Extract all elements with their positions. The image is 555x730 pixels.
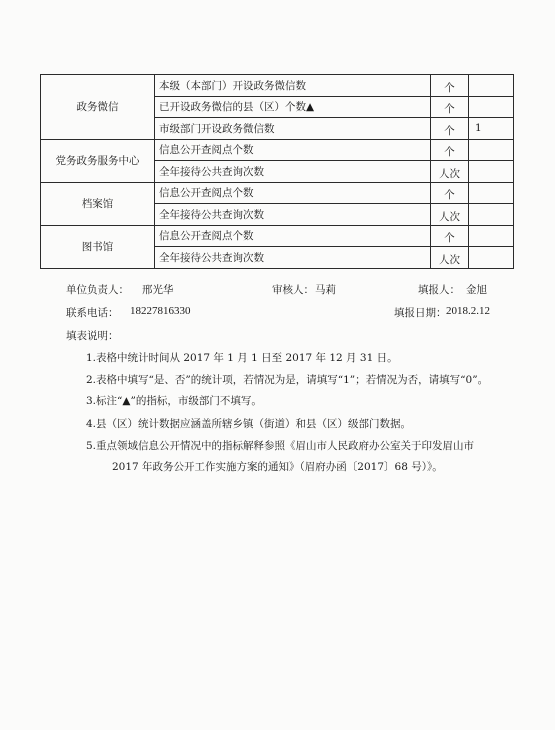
filler-label: 填报人：	[418, 284, 460, 296]
reviewer-label: 审核人：	[272, 284, 314, 296]
value-cell	[469, 161, 514, 183]
indicator-cell: 信息公开查阅点个数	[155, 182, 431, 204]
value-cell	[469, 75, 514, 97]
indicator-cell: 全年接待公共查询次数	[155, 204, 431, 226]
unit-cell: 个	[431, 182, 469, 204]
statistics-table	[40, 74, 514, 269]
unit-head-label: 单位负责人：	[66, 284, 129, 296]
value-cell	[469, 139, 514, 161]
date-value: 2018.2.12	[446, 305, 490, 317]
notes-title: 填表说明：	[66, 330, 119, 342]
note-item-2: 2.表格中填写“是、否”的统计项，若情况为是，请填写“1”；若情况为否，请填写“0”。	[86, 374, 489, 386]
note-item-3: 3.标注“▲”的指标，市级部门不填写。	[86, 395, 262, 407]
value-cell	[469, 204, 514, 226]
unit-cell: 个	[431, 75, 469, 97]
value-cell	[469, 247, 514, 269]
date-label: 填报日期：	[394, 307, 447, 319]
value-cell	[469, 225, 514, 247]
unit-cell: 个	[431, 225, 469, 247]
unit-cell: 个	[431, 118, 469, 140]
phone-label: 联系电话：	[66, 307, 119, 319]
indicator-cell: 信息公开查阅点个数	[155, 225, 431, 247]
table-row	[41, 139, 514, 161]
note-item-1: 1.表格中统计时间从 2017 年 1 月 1 日至 2017 年 12 月 31 日。	[86, 352, 398, 364]
indicator-cell: 信息公开查阅点个数	[155, 139, 431, 161]
unit-cell: 人次	[431, 204, 469, 226]
indicator-cell: 本级（本部门）开设政务微信数	[155, 75, 431, 97]
category-cell: 档案馆	[41, 182, 155, 225]
value-cell	[469, 96, 514, 118]
note-item-5-continued: 2017 年政务公开工作实施方案的通知》（眉府办函〔2017〕68 号）》。	[112, 461, 443, 473]
phone-number: 18227816330	[130, 305, 191, 317]
unit-head-name: 邢光华	[142, 284, 174, 296]
note-item-5: 5.重点领域信息公开情况中的指标解释参照《眉山市人民政府办公室关于印发眉山市	[86, 440, 475, 452]
unit-cell: 人次	[431, 161, 469, 183]
unit-cell: 个	[431, 96, 469, 118]
reviewer-name: 马莉	[315, 284, 336, 296]
table-row	[41, 75, 514, 97]
value-cell: 1	[469, 118, 514, 140]
unit-cell: 个	[431, 139, 469, 161]
indicator-cell: 市级部门开设政务微信数	[155, 118, 431, 140]
category-cell: 政务微信	[41, 75, 155, 140]
filler-name: 金旭	[466, 284, 487, 296]
indicator-cell: 已开设政务微信的县（区）个数▲	[155, 96, 431, 118]
value-cell	[469, 182, 514, 204]
table-row	[41, 182, 514, 204]
indicator-cell: 全年接待公共查询次数	[155, 161, 431, 183]
table-row	[41, 225, 514, 247]
indicator-cell: 全年接待公共查询次数	[155, 247, 431, 269]
category-cell: 党务政务服务中心	[41, 139, 155, 182]
category-cell: 图书馆	[41, 225, 155, 268]
note-item-4: 4.县（区）统计数据应涵盖所辖乡镇（街道）和县（区）级部门数据。	[86, 418, 412, 430]
unit-cell: 人次	[431, 247, 469, 269]
